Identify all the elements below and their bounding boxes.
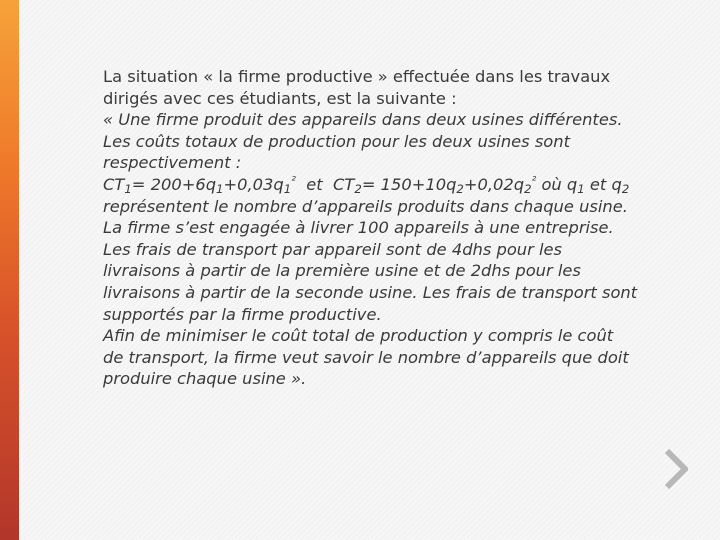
cost-equations: $CT_1= 200+6q_1+0,03q_1^{^2}$ et $CT_2= 150+10q_2+0,02q_2^{^2}$ où $q_1$ et $q_2$ <box>103 173 630 196</box>
intro-line-1: La situation « la firme productive » effectuée dans les travaux <box>103 67 611 86</box>
problem-line-8: livraisons à partir de la première usine et de 2dhs pour les <box>103 261 581 281</box>
problem-line-3: respectivement : <box>103 153 242 173</box>
problem-line-13: produire chaque usine ». <box>103 369 307 389</box>
problem-line-1: « Une firme produit des appareils dans deux usines différentes. <box>103 110 623 130</box>
slide-text <box>103 66 693 390</box>
chevron-right-icon[interactable] <box>664 449 688 489</box>
problem-line-9: livraisons à partir de la seconde usine. Les frais de transport sont <box>103 282 638 302</box>
problem-line-6: La firme s’est engagée à livrer 100 appareils à une entreprise. <box>103 218 614 238</box>
problem-line-12: de transport, la firme veut savoir le nombre d’appareils que doit <box>103 347 629 367</box>
problem-line-7: Les frais de transport par appareil sont de 4dhs pour les <box>103 239 563 259</box>
intro-line-2: dirigés avec ces étudiants, est la suivante : <box>103 88 457 108</box>
accent-side-bar <box>0 0 19 540</box>
problem-line-2: Les coûts totaux de production pour les deux usines sont <box>103 131 570 151</box>
problem-line-5: représentent le nombre d’appareils produits dans chaque usine. <box>103 196 628 216</box>
problem-line-10: supportés par la firme productive. <box>103 304 382 324</box>
problem-line-11: Afin de minimiser le coût total de production y compris le coût <box>103 326 614 346</box>
